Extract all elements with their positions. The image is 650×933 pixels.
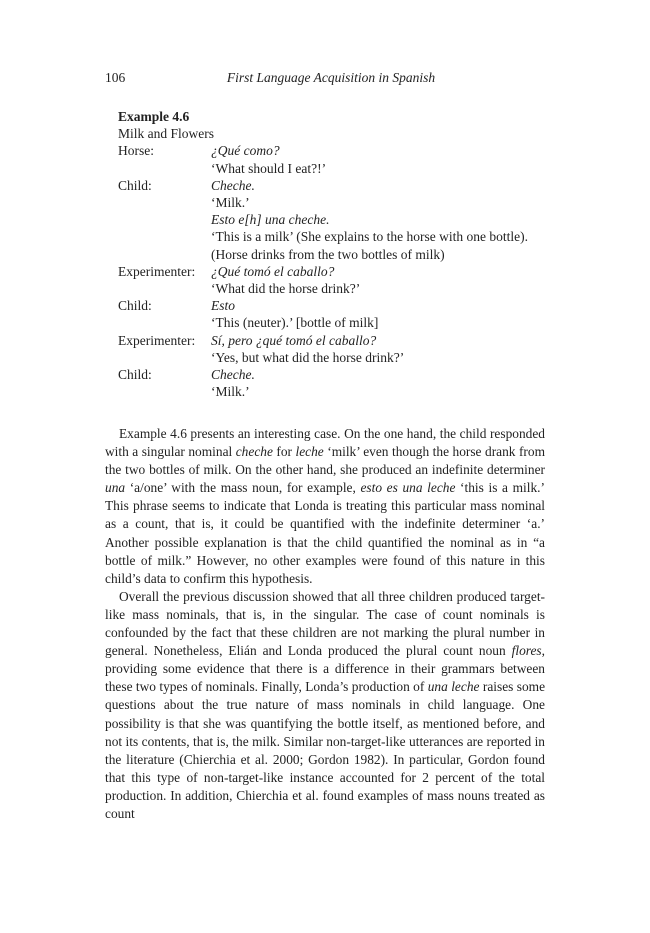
english-gloss: ‘Milk.’ bbox=[211, 384, 250, 400]
dialogue-gloss bbox=[118, 228, 548, 245]
dialogue-turn bbox=[118, 366, 548, 383]
italic-term: una leche bbox=[427, 679, 480, 695]
italic-term: flores bbox=[511, 643, 542, 659]
text-run: Overall the previous discussion showed that all three children produced target-like mass nominals, that is, in the singular. The case of count nominals is confounded by the fact that these children are not marking the plural number in general. Nonetheless, Elián and Londa produced the plural count noun bbox=[105, 588, 545, 659]
spanish-utterance: ¿Qué tomó el caballo? bbox=[211, 263, 335, 279]
speaker-label: Experimenter: bbox=[118, 263, 196, 279]
dialogue-turn bbox=[118, 142, 548, 159]
english-gloss: ‘This is a milk’ (She explains to the horse with one bottle). bbox=[211, 229, 528, 245]
speaker-label: Experimenter: bbox=[118, 332, 196, 348]
italic-term: leche bbox=[295, 444, 324, 460]
speaker-label bbox=[118, 194, 211, 211]
dialogue-gloss bbox=[118, 280, 548, 297]
text-run: for bbox=[272, 444, 296, 460]
dialogue-note bbox=[118, 246, 548, 263]
italic-term: cheche bbox=[235, 444, 273, 460]
dialogue bbox=[118, 142, 548, 400]
speaker-label bbox=[118, 280, 211, 297]
english-gloss: ‘Milk.’ bbox=[211, 195, 250, 211]
running-header bbox=[105, 70, 545, 90]
text-run: raises some questions about the true nature of mass nominals in child language. One possibility is that she was quantifying the bottle itself, as mentioned before, and not its contents, that is, the milk. Similar non-target-like utterances are reported in the literature (Chierchia et al. 2000; Gordon 1982). In particular, Gordon found that this type of non-target-like instance accounted for 2 percent of the total production. In addition, Chierchia et al. found examples of mass nouns treated as count bbox=[105, 679, 546, 821]
dialogue-turn bbox=[118, 177, 548, 194]
speaker-label bbox=[118, 160, 211, 177]
english-gloss: (Horse drinks from the two bottles of milk) bbox=[211, 246, 445, 262]
english-gloss: ‘Yes, but what did the horse drink?’ bbox=[211, 349, 405, 365]
page-number: 106 bbox=[105, 70, 126, 85]
spanish-utterance: Esto e[h] una cheche. bbox=[211, 212, 330, 228]
text-run: , providing some evidence that there is a difference in their grammars between these two types of nominals. Finally, Londa’s production of bbox=[105, 643, 545, 695]
dialogue-turn bbox=[118, 263, 548, 280]
english-gloss: ‘This (neuter).’ [bottle of milk] bbox=[211, 315, 379, 331]
dialogue-gloss bbox=[118, 160, 548, 177]
dialogue-turn bbox=[118, 297, 548, 314]
speaker-label bbox=[118, 314, 211, 331]
english-gloss: ‘What should I eat?!’ bbox=[211, 160, 327, 176]
body-text bbox=[105, 425, 545, 823]
text-run: ‘milk’ even though the horse drank from the two bottles of milk. On the other hand, she produced an indefinite determiner bbox=[105, 444, 545, 478]
dialogue-gloss bbox=[118, 194, 548, 211]
speaker-label: Child: bbox=[118, 367, 152, 383]
dialogue-turn bbox=[118, 211, 548, 228]
speaker-label bbox=[118, 228, 211, 245]
speaker-label: Child: bbox=[118, 177, 152, 193]
english-gloss: ‘What did the horse drink?’ bbox=[211, 281, 361, 297]
example-block bbox=[118, 108, 548, 400]
speaker-label: Horse: bbox=[118, 143, 154, 159]
italic-term: esto es una leche bbox=[360, 480, 456, 496]
paragraph-1 bbox=[105, 425, 545, 588]
dialogue-gloss bbox=[118, 383, 548, 400]
speaker-label bbox=[118, 349, 211, 366]
text-run: Example 4.6 presents an interesting case. On the one hand, the child responded with a singular nominal bbox=[105, 426, 545, 460]
dialogue-gloss bbox=[118, 349, 548, 366]
example-subtitle: Milk and Flowers bbox=[118, 126, 214, 142]
dialogue-turn bbox=[118, 332, 548, 349]
example-title: Example 4.6 bbox=[118, 109, 190, 124]
speaker-label: Child: bbox=[118, 298, 152, 314]
italic-term: una bbox=[105, 480, 126, 496]
text-run: ‘this is a milk.’ This phrase seems to indicate that Londa is treating this particular mass nominal as a count, that is, it could be quantified with the indefinite determiner ‘a.’ Another possible explanation is that the child quantified the nominal as in “a bottle of milk.” However, no other examples were found of this nature in this child’s data to confirm this hypothesis. bbox=[105, 480, 545, 586]
speaker-label bbox=[118, 211, 211, 228]
spanish-utterance: Sí, pero ¿qué tomó el caballo? bbox=[211, 332, 377, 348]
spanish-utterance: Cheche. bbox=[211, 367, 255, 383]
paragraph-2 bbox=[105, 588, 545, 823]
speaker-label bbox=[118, 246, 211, 263]
speaker-label bbox=[118, 383, 211, 400]
running-title: First Language Acquisition in Spanish bbox=[226, 70, 436, 85]
text-run: ‘a/one’ with the mass noun, for example, bbox=[125, 480, 361, 496]
spanish-utterance: ¿Qué como? bbox=[211, 143, 280, 159]
spanish-utterance: Esto bbox=[211, 298, 236, 314]
dialogue-gloss bbox=[118, 314, 548, 331]
spanish-utterance: Cheche. bbox=[211, 177, 255, 193]
